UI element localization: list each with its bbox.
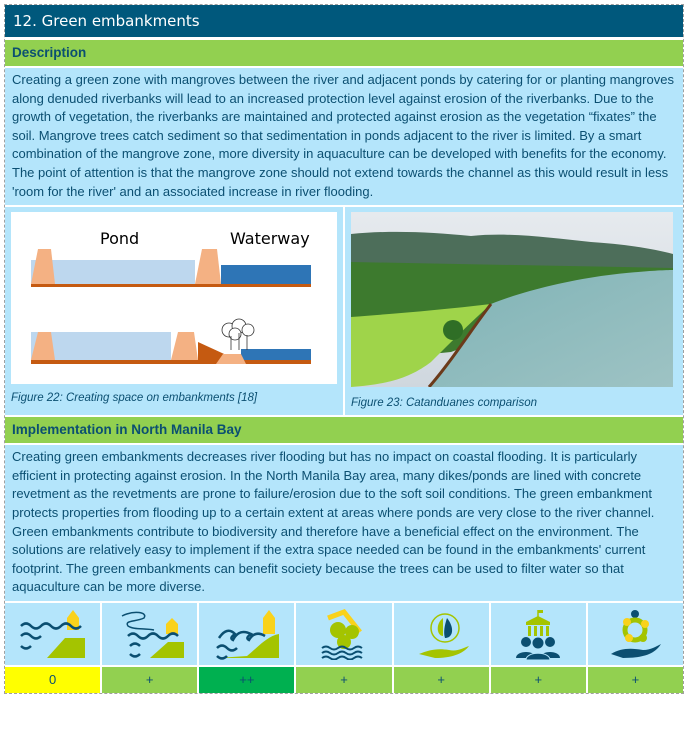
society-icon	[586, 603, 683, 665]
property-protection-icon	[294, 603, 391, 665]
page-title: 12. Green embankments	[5, 5, 683, 40]
river-flooding-icon	[100, 603, 197, 665]
green-embankments-sheet	[4, 4, 684, 694]
erosion-icon	[197, 603, 294, 665]
figure-23-caption: Figure 23: Catanduanes comparison	[351, 397, 538, 410]
implementation-heading: Implementation in North Manila Bay	[5, 417, 683, 445]
governance-icon	[489, 603, 586, 665]
score-erosion: ++	[197, 667, 294, 693]
score-river-flooding: +	[100, 667, 197, 693]
description-heading: Description	[5, 40, 683, 68]
environment-icon	[392, 603, 489, 665]
coastal-flooding-icon	[5, 603, 100, 665]
embankment-diagram	[11, 212, 337, 384]
pond-label: Pond	[100, 229, 140, 249]
impact-scores-row	[5, 665, 683, 693]
implementation-text: Creating green embankments decreases river flooding but has no impact on coastal flooding. It is particularly efficient in protecting against erosion. In the North Manila Bay area, many dikes/ponds are lined with concrete revetment as the revetments are prone to failure/erosion due to the soft soil conditions. The green embankment protects properties from flooding up to a certain extent at areas where ponds are very close to the river channel. Green embankments contribute to biodiversity and therefore have a beneficial effect on the environment. The solutions are relatively easy to implement if the extra space needed can be found in the embankments' current footprint. The green embankments can benefit society because the trees can be used to filter water so that aquaculture can be more diverse.	[5, 445, 683, 601]
figure-22-caption: Figure 22: Creating space on embankments [18]	[11, 392, 258, 405]
embankment-diagram-svg	[11, 212, 337, 384]
catanduanes-photo	[351, 212, 673, 387]
score-coastal-flooding: 0	[5, 667, 100, 693]
score-society: +	[586, 667, 683, 693]
figure-22	[5, 207, 343, 415]
figure-23	[343, 207, 683, 415]
impact-icons-row	[5, 601, 683, 665]
mangrove-trees-icon	[222, 319, 254, 350]
score-governance: +	[489, 667, 586, 693]
figures-row	[5, 205, 683, 417]
description-text: Creating a green zone with mangroves between the river and adjacent ponds by catering for or planting mangroves along denuded riverbanks will lead to an increased protection level against erosion of the riverbanks. Due to the growth of vegetation, the riverbanks are maintained and protected against erosion as the vegetation “fixates” the soil. Mangrove trees catch sediment so that sedimentation in ponds adjacent to the river is limited. By a smart combination of the mangrove zone, more diversity in aquaculture can be developed with benefits for the economy. The point of attention is that the mangrove zone should not extend towards the channel as this would result in less 'room for the river' and an associated increase in river flooding.	[5, 68, 683, 205]
waterway-label: Waterway	[230, 229, 310, 249]
score-environment: +	[392, 667, 489, 693]
score-property-protection: +	[294, 667, 391, 693]
